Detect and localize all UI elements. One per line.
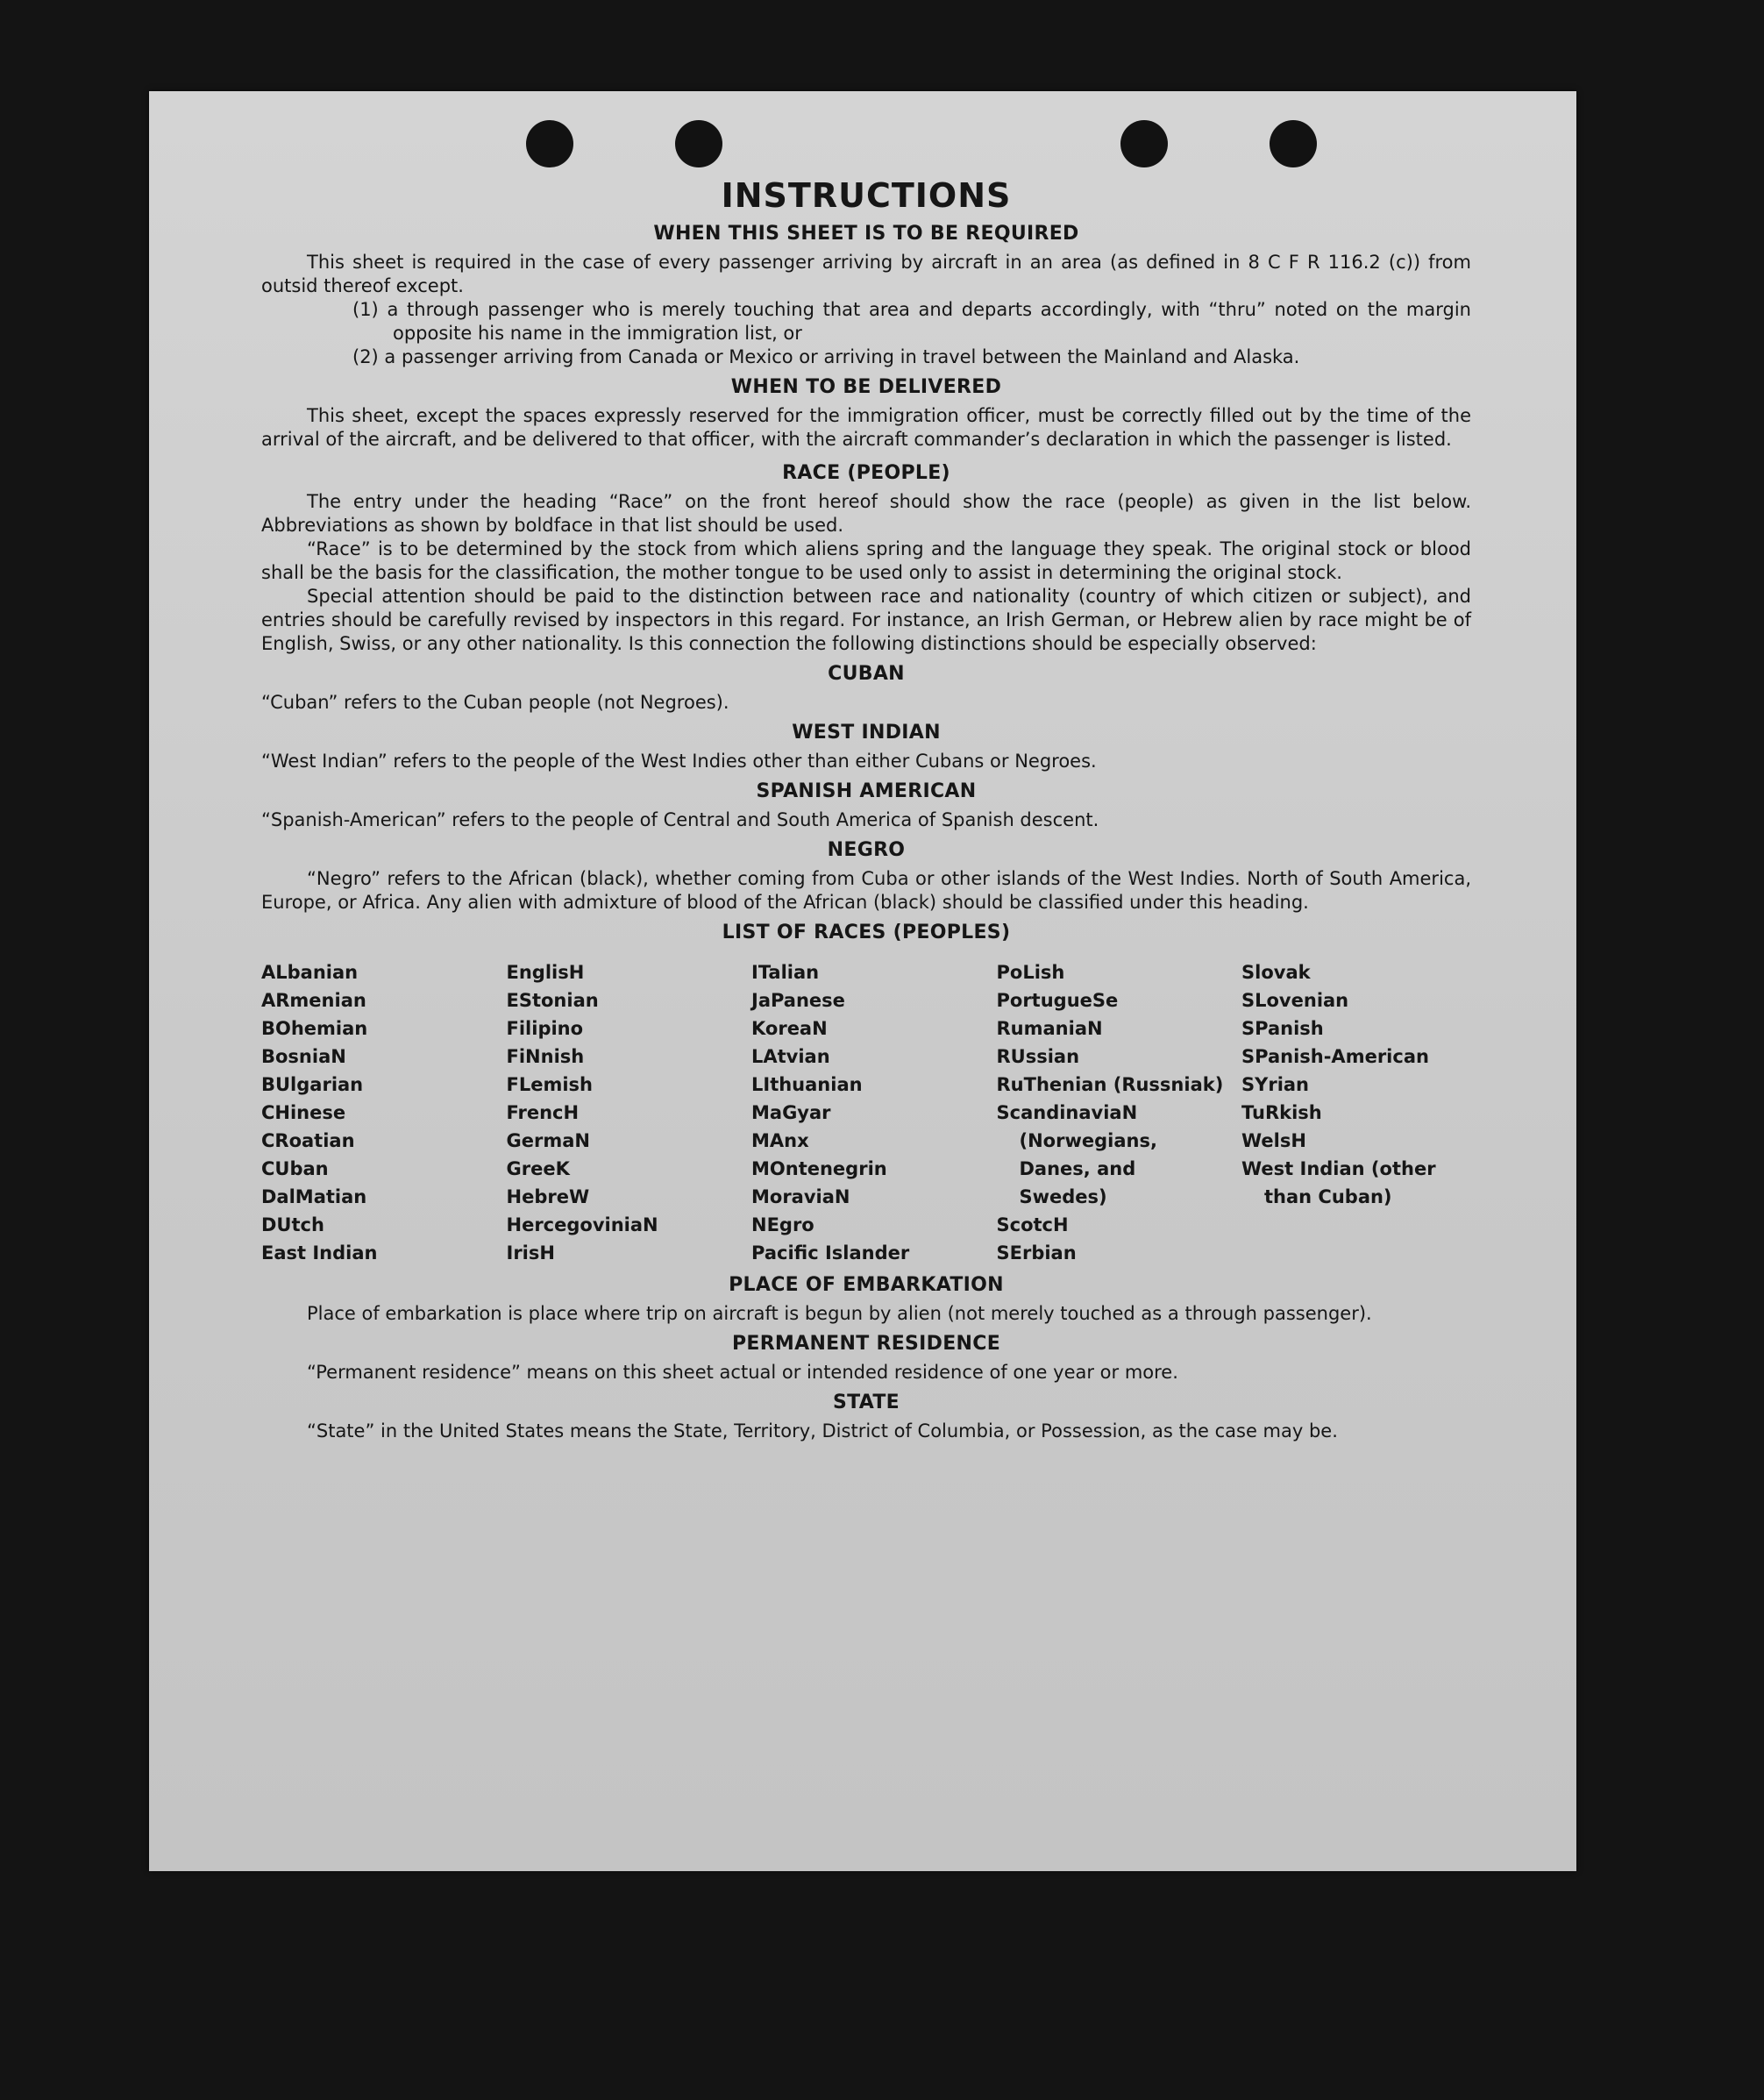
document-content bbox=[261, 175, 1471, 1443]
cuban-text: “Cuban” refers to the Cuban people (not Negroes). bbox=[261, 692, 729, 713]
race-paragraph: The entry under the heading “Race” on the front hereof should show the race (people) as given in the list below. Abbreviations as shown by boldface in that list should be used. bbox=[261, 491, 1471, 536]
race-entry: Filipino bbox=[506, 1018, 584, 1039]
section-heading-when-required: WHEN THIS SHEET IS TO BE REQUIRED bbox=[653, 223, 1079, 245]
race-entry: SYrian bbox=[1241, 1074, 1310, 1095]
race-column bbox=[261, 958, 491, 1267]
race-entry: LIthuanian bbox=[751, 1074, 863, 1095]
race-entry: JaPanese bbox=[751, 990, 845, 1011]
race-entry: PortugueSe bbox=[996, 990, 1119, 1011]
section-heading-when-delivered: WHEN TO BE DELIVERED bbox=[730, 376, 1002, 398]
race-entry: CHinese bbox=[261, 1102, 346, 1123]
race-entry: BOhemian bbox=[261, 1018, 368, 1039]
race-entry: CRoatian bbox=[261, 1130, 355, 1151]
race-entry: KoreaN bbox=[751, 1018, 828, 1039]
race-list bbox=[261, 958, 1471, 1267]
state-text: “State” in the United States means the State, Territory, District of Columbia, or Possession, as the case may be. bbox=[307, 1420, 1338, 1442]
punch-hole bbox=[675, 120, 722, 167]
punch-hole bbox=[526, 120, 573, 167]
negro-text: “Negro” refers to the African (black), whether coming from Cuba or other islands of the West Indies. North of South America, Europe, or Africa. Any alien with admixture of blood of the African (black) should be classified under this heading. bbox=[261, 868, 1471, 913]
document-sheet bbox=[149, 91, 1576, 1871]
race-entry: HercegoviniaN bbox=[506, 1214, 658, 1235]
race-entry: GermaN bbox=[506, 1130, 590, 1151]
section-heading-list-of-races: LIST OF RACES (PEOPLES) bbox=[722, 922, 1011, 943]
punch-hole bbox=[1120, 120, 1168, 167]
race-entry: CUban bbox=[261, 1158, 329, 1179]
race-paragraph: Special attention should be paid to the distinction between race and nationality (country of which citizen or subject), and entries should be carefully revised by inspectors in this regard. For instance, an Irish German, or Hebrew alien by race might be of English, Swiss, or any other nationality. Is this connection the following distinctions should be especially observed: bbox=[261, 586, 1471, 654]
section-heading-residence: PERMANENT RESIDENCE bbox=[731, 1333, 1001, 1355]
section-heading-cuban: CUBAN bbox=[828, 663, 905, 685]
section-heading-embarkation: PLACE OF EMBARKATION bbox=[729, 1274, 1004, 1296]
race-entry: GreeK bbox=[506, 1158, 570, 1179]
race-entry: ALbanian bbox=[261, 962, 359, 983]
race-entry: BUlgarian bbox=[261, 1074, 364, 1095]
section-heading-negro: NEGRO bbox=[827, 839, 906, 861]
when-required-intro: This sheet is required in the case of every passenger arriving by aircraft in an area (as defined in 8 C F R 116.2 (c)) from outsid thereof except. bbox=[261, 252, 1471, 296]
race-entry: East Indian bbox=[261, 1242, 378, 1264]
race-entry: SErbian bbox=[996, 1242, 1077, 1264]
race-entry: EStonian bbox=[506, 990, 599, 1011]
race-entry: DalMatian bbox=[261, 1186, 367, 1207]
race-entry: Slovak bbox=[1241, 962, 1311, 983]
residence-text: “Permanent residence” means on this sheet actual or intended residence of one year or more. bbox=[307, 1362, 1178, 1383]
race-entry: RUssian bbox=[996, 1046, 1080, 1067]
race-entry: West Indian (other than Cuban) bbox=[1241, 1158, 1436, 1207]
document-title: INSTRUCTIONS bbox=[721, 176, 1012, 215]
race-entry: WelsH bbox=[1241, 1130, 1306, 1151]
when-delivered-text: This sheet, except the spaces expressly reserved for the immigration officer, must be correctly filled out by the time of the arrival of the aircraft, and be delivered to that officer, with the aircraft commander’s declaration in which the passenger is listed. bbox=[261, 405, 1471, 450]
race-entry: RuThenian (Russniak) bbox=[996, 1074, 1224, 1095]
race-entry: Pacific Islander bbox=[751, 1242, 910, 1264]
race-entry: FLemish bbox=[506, 1074, 593, 1095]
embarkation-text: Place of embarkation is place where trip on aircraft is begun by alien (not merely touched as a through passenger). bbox=[307, 1303, 1372, 1324]
section-heading-west-indian: WEST INDIAN bbox=[792, 722, 941, 744]
race-entry: FiNnish bbox=[506, 1046, 585, 1067]
race-entry: SLovenian bbox=[1241, 990, 1349, 1011]
spanish-american-text: “Spanish-American” refers to the people of Central and South America of Spanish descent. bbox=[261, 809, 1099, 830]
race-entry: SPanish bbox=[1241, 1018, 1324, 1039]
race-entry: NEgro bbox=[751, 1214, 814, 1235]
west-indian-text: “West Indian” refers to the people of the West Indies other than either Cubans or Negroes. bbox=[261, 751, 1097, 772]
race-entry: MOntenegrin bbox=[751, 1158, 887, 1179]
race-entry: ITalian bbox=[751, 962, 820, 983]
race-entry: LAtvian bbox=[751, 1046, 830, 1067]
section-heading-race: RACE (PEOPLE) bbox=[782, 462, 950, 484]
race-entry: HebreW bbox=[506, 1186, 590, 1207]
race-entry: IrisH bbox=[506, 1242, 555, 1264]
race-entry: TuRkish bbox=[1241, 1102, 1322, 1123]
race-entry: BosniaN bbox=[261, 1046, 346, 1067]
section-heading-spanish-american: SPANISH AMERICAN bbox=[756, 780, 977, 802]
race-paragraph: “Race” is to be determined by the stock from which aliens spring and the language they speak. The original stock or blood shall be the basis for the classification, the mother tongue to be used only to assist in determining the original stock. bbox=[261, 538, 1471, 583]
race-entry: ARmenian bbox=[261, 990, 366, 1011]
race-entry: ScandinaviaN (Norwegians, Danes, and Swedes) bbox=[996, 1102, 1157, 1207]
exception-item: (2) a passenger arriving from Canada or Mexico or arriving in travel between the Mainland and Alaska. bbox=[352, 346, 1300, 367]
race-column bbox=[997, 958, 1227, 1267]
race-entry: DUtch bbox=[261, 1214, 324, 1235]
punch-hole bbox=[1270, 120, 1317, 167]
section-heading-state: STATE bbox=[833, 1392, 900, 1413]
race-entry: PoLish bbox=[996, 962, 1065, 983]
race-entry: EnglisH bbox=[506, 962, 585, 983]
race-entry: SPanish-American bbox=[1241, 1046, 1429, 1067]
race-entry: MoraviaN bbox=[751, 1186, 850, 1207]
race-entry: FrencH bbox=[506, 1102, 580, 1123]
race-entry: RumaniaN bbox=[996, 1018, 1103, 1039]
exception-list bbox=[352, 298, 1471, 369]
exception-item: (1) a through passenger who is merely touching that area and departs accordingly, with “thru” noted on the margin opposite his name in the immigration list, or bbox=[352, 299, 1471, 344]
race-column bbox=[1241, 958, 1471, 1267]
race-entry: ScotcH bbox=[996, 1214, 1069, 1235]
race-entry: MaGyar bbox=[751, 1102, 831, 1123]
race-entry: MAnx bbox=[751, 1130, 809, 1151]
race-column bbox=[751, 958, 981, 1267]
race-column bbox=[507, 958, 736, 1267]
